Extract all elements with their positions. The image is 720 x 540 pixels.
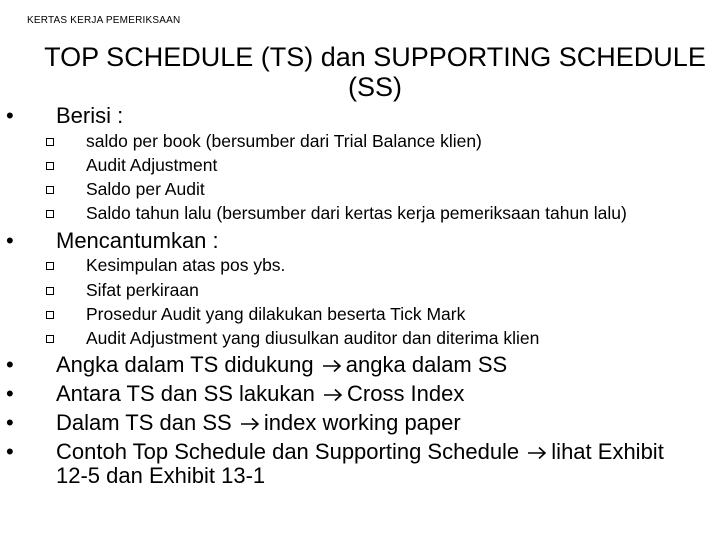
point-text-after: angka dalam SS xyxy=(345,352,508,377)
arrow-right-icon xyxy=(240,417,260,431)
list-item: Audit Adjustment yang diusulkan auditor dan diterima klien xyxy=(86,328,540,348)
bullet: • xyxy=(6,381,14,406)
point-text xyxy=(56,353,507,377)
square-bullet-icon xyxy=(46,162,54,170)
bullet: • xyxy=(6,352,14,377)
list-item: Kesimpulan atas pos ybs. xyxy=(86,255,286,275)
arrow-right-icon xyxy=(322,359,342,373)
square-bullet-icon xyxy=(46,262,54,270)
section-heading-mencantumkan: Mencantumkan : xyxy=(56,228,219,253)
square-bullet-icon xyxy=(46,186,54,194)
point-text-after: index working paper xyxy=(263,410,461,435)
list-item: saldo per book (bersumber dari Trial Balance klien) xyxy=(86,131,482,151)
point-text-before: Antara TS dan SS lakukan xyxy=(56,381,315,406)
point-text-after: Cross Index xyxy=(347,381,465,406)
section-heading-berisi: Berisi : xyxy=(56,103,124,128)
bullet: • xyxy=(6,228,14,253)
title-line-1: TOP SCHEDULE (TS) dan SUPPORTING SCHEDULE xyxy=(44,42,706,72)
square-bullet-icon xyxy=(46,287,54,295)
arrow-right-icon xyxy=(527,446,547,460)
point-text xyxy=(56,411,461,435)
list-item: Saldo per Audit xyxy=(86,179,205,199)
arrow-right-icon xyxy=(323,388,343,402)
square-bullet-icon xyxy=(46,138,54,146)
point-text xyxy=(56,382,464,406)
list-item: Prosedur Audit yang dilakukan beserta Tick Mark xyxy=(86,304,466,324)
square-bullet-icon xyxy=(46,210,54,218)
square-bullet-icon xyxy=(46,311,54,319)
point-text-after: lihat Exhibit 12-5 dan Exhibit 13-1 xyxy=(56,439,664,488)
point-text xyxy=(56,440,696,488)
header-label: KERTAS KERJA PEMERIKSAAN xyxy=(27,15,181,26)
bullet: • xyxy=(6,439,14,464)
bullet: • xyxy=(6,410,14,435)
list-item: Sifat perkiraan xyxy=(86,280,199,300)
bullet: • xyxy=(6,103,14,128)
title-line-2: (SS) xyxy=(348,72,402,102)
square-bullet-icon xyxy=(46,335,54,343)
list-item: Saldo tahun lalu (bersumber dari kertas kerja pemeriksaan tahun lalu) xyxy=(86,203,627,223)
page-title xyxy=(0,42,720,102)
point-text-before: Angka dalam TS didukung xyxy=(56,352,314,377)
list-item: Audit Adjustment xyxy=(86,155,218,175)
point-text-before: Dalam TS dan SS xyxy=(56,410,232,435)
point-text-before: Contoh Top Schedule dan Supporting Schedule xyxy=(56,439,520,464)
